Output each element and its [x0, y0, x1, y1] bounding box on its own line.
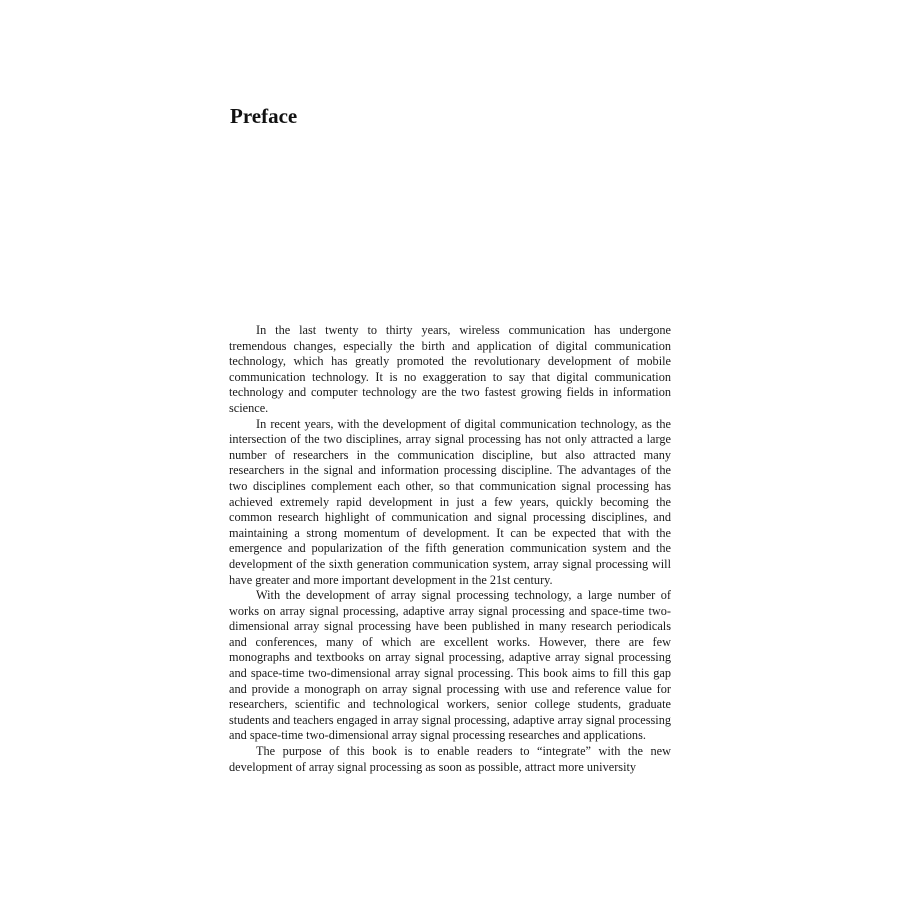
paragraph: In recent years, with the development of digital communication technology, as the intersection of the two disciplines, array signal processing has not only attracted a large number of researchers in the communication discipline, but also attracted many researchers in the signal and information processing discipline. The advantages of the two disciplines complement each other, so that communication signal processing has achieved extremely rapid development in just a few years, quickly becoming the common research highlight of communication and signal processing disciplines, and maintaining a strong momentum of development. It can be expected that with the emergence and popularization of the fifth generation communication system and the development of the sixth generation communication system, array signal processing will have greater and more important development in the 21st century.	[229, 416, 671, 587]
paragraph: The purpose of this book is to enable readers to “integrate” with the new development of array signal processing as soon as possible, attract more university	[229, 744, 671, 774]
paragraph: In the last twenty to thirty years, wireless communication has undergone tremendous changes, especially the birth and application of digital communication technology, which has greatly promoted the revolutionary development of mobile communication technology. It is no exaggeration to say that digital communication technology and computer technology are the two fastest growing fields in information science.	[229, 323, 671, 415]
page-title: Preface	[230, 104, 298, 128]
paragraph: With the development of array signal processing technology, a large number of works on array signal processing, adaptive array signal processing and space-time two-dimensional array signal processing have been published in many research periodicals and conferences, many of which are excellent works. However, there are few monographs and textbooks on array signal processing, adaptive array signal processing and space-time two-dimensional array signal processing. This book aims to fill this gap and provide a monograph on array signal processing with use and reference value for researchers, scientific and technological workers, senior college students, graduate students and teachers engaged in array signal processing, adaptive array signal processing and space-time two-dimensional array signal processing researches and applications.	[229, 588, 671, 743]
preface-body	[229, 323, 671, 775]
